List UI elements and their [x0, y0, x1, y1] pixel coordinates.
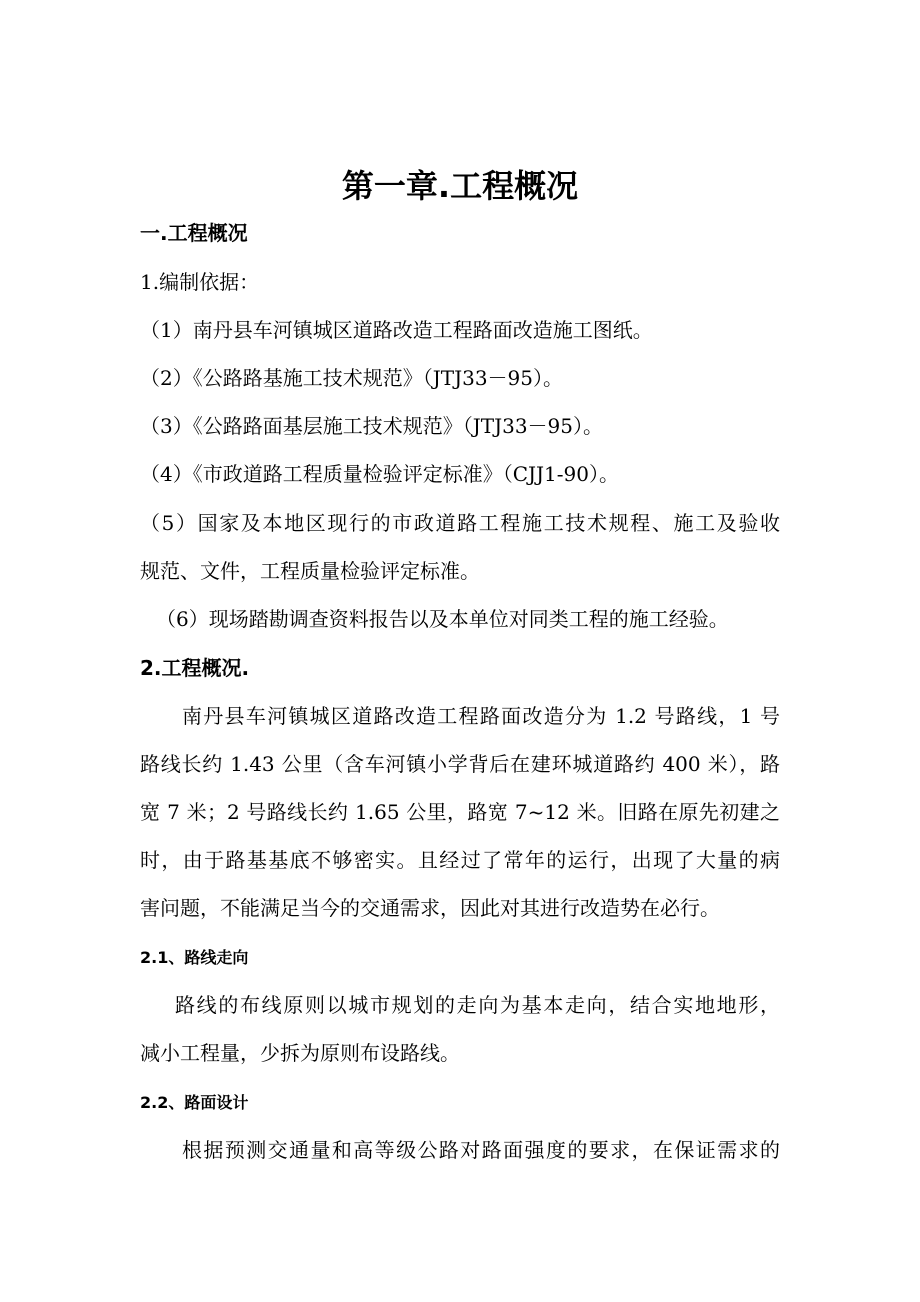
section-heading-overview: 一.工程概况 — [140, 221, 248, 245]
section-heading-project-overview: 2.工程概况. — [140, 656, 250, 680]
pavement-para-line-1: 根据预测交通量和高等级公路对路面强度的要求，在保证需求的 — [182, 1138, 780, 1162]
route-para-line-1: 路线的布线原则以城市规划的走向为基本走向，结合实地地形， — [175, 993, 780, 1017]
basis-item-6: （6）现场踏勘调查资料报告以及本单位对同类工程的施工经验。 — [156, 607, 729, 631]
basis-item-3: （3）《公路路面基层施工技术规范》（JTJ33－95）。 — [140, 414, 603, 438]
overview-para-line-1: 南丹县车河镇城区道路改造工程路面改造分为 1.2 号路线，1 号 — [182, 704, 780, 728]
subsection-heading-route: 2.1、路线走向 — [140, 948, 249, 967]
basis-item-5-line-1: （5）国家及本地区现行的市政道路工程施工技术规程、施工及验收 — [140, 511, 780, 535]
basis-item-4: （4）《市政道路工程质量检验评定标准》（CJJ1-90）。 — [140, 462, 619, 486]
basis-heading: 1.编制依据： — [140, 270, 260, 294]
basis-item-1: （1）南丹县车河镇城区道路改造工程路面改造施工图纸。 — [140, 318, 653, 342]
subsection-heading-pavement: 2.2、路面设计 — [140, 1093, 249, 1112]
basis-item-2: （2）《公路路基施工技术规范》（JTJ33－95）。 — [140, 366, 563, 390]
basis-item-5-line-2: 规范、文件，工程质量检验评定标准。 — [140, 559, 480, 583]
route-para-line-2: 减小工程量，少拆为原则布设路线。 — [140, 1041, 460, 1065]
overview-para-line-4: 时，由于路基基底不够密实。且经过了常年的运行，出现了大量的病 — [140, 848, 780, 872]
overview-para-line-5: 害问题，不能满足当今的交通需求，因此对其进行改造势在必行。 — [140, 896, 720, 920]
overview-para-line-3: 宽 7 米；2 号路线长约 1.65 公里，路宽 7~12 米。旧路在原先初建之 — [140, 800, 780, 824]
overview-para-line-2: 路线长约 1.43 公里（含车河镇小学背后在建环城道路约 400 米），路 — [140, 752, 780, 776]
chapter-title: 第一章.工程概况 — [341, 167, 579, 205]
